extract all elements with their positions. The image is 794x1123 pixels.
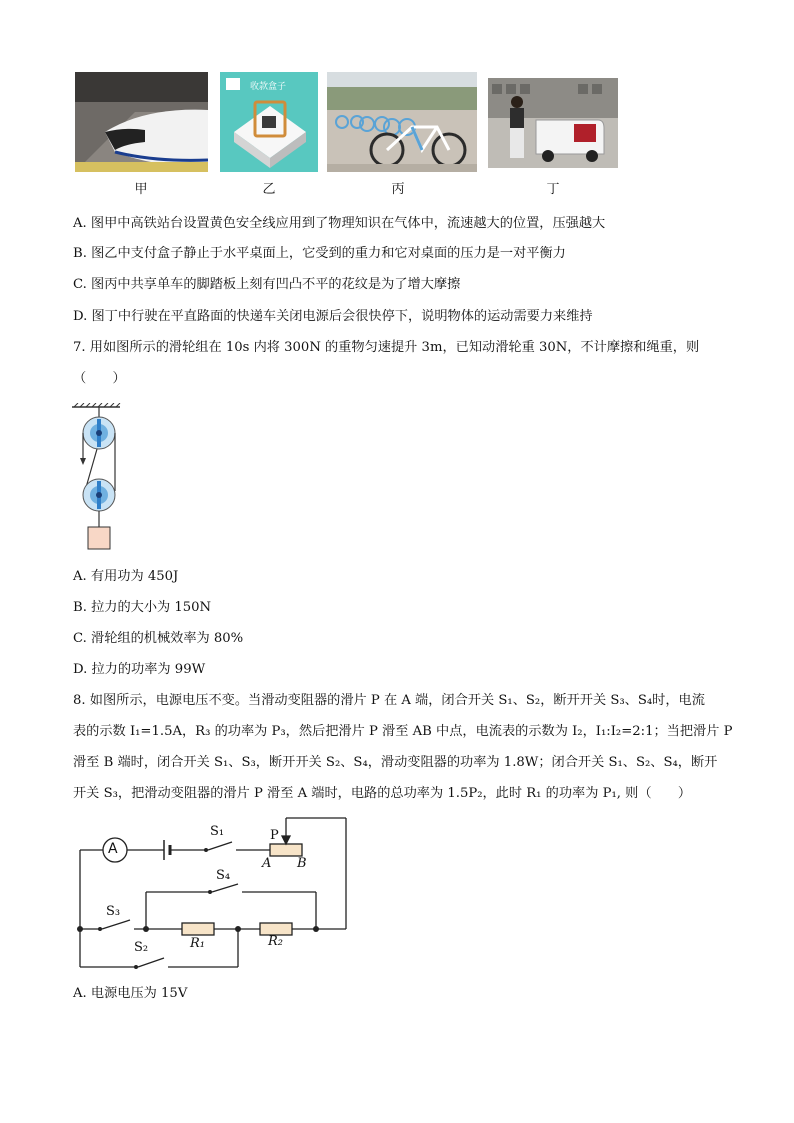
caption-bing: 丙: [391, 182, 405, 197]
q7-option-a: A. 有用功为 450J: [73, 569, 179, 584]
terminal-b-label: B: [297, 856, 307, 871]
q8-line-4: 开关 S₃，把滑动变阻器的滑片 P 滑至 A 端时，电路的总功率为 1.5P₂，此时 R₁ 的功率为 P₁, 则（ ）: [73, 786, 692, 801]
delivery-vehicle-photo: [488, 78, 618, 168]
circuit-diagram: [70, 812, 360, 977]
slider-p-label: P: [270, 828, 279, 843]
switch-s4-label: S₄: [216, 868, 231, 883]
train-photo: [75, 72, 208, 172]
q7-stem: 7. 用如图所示的滑轮组在 10s 内将 300N 的重物匀速提升 3m，已知动滑轮重 30N，不计摩擦和绳重，则: [73, 340, 700, 355]
q6-option-a: A. 图甲中高铁站台设置黄色安全线应用到了物理知识在气体中，流速越大的位置，压强越大: [73, 216, 606, 231]
box-label: 收款盒子: [250, 82, 287, 92]
q7-option-d: D. 拉力的功率为 99W: [73, 662, 206, 677]
caption-ding: 丁: [546, 182, 560, 197]
payment-box-photo: [220, 72, 318, 172]
resistor-r2-label: R₂: [268, 934, 283, 949]
q6-option-b: B. 图乙中支付盒子静止于水平桌面上，它受到的重力和它对桌面的压力是一对平衡力: [73, 246, 566, 261]
q7-option-c: C. 滑轮组的机械效率为 80%: [73, 631, 244, 646]
pulley-diagram: [70, 403, 130, 553]
ammeter-label: A: [108, 841, 118, 857]
q6-option-d: D. 图丁中行驶在平直路面的快递车关闭电源后会很快停下，说明物体的运动需要力来维持: [73, 309, 593, 324]
caption-yi: 乙: [262, 182, 276, 197]
shared-bikes-photo: [327, 72, 477, 172]
switch-s1-label: S₁: [210, 824, 225, 839]
q8-option-a: A. 电源电压为 15V: [73, 986, 188, 1001]
q8-line-3: 滑至 B 端时，闭合开关 S₁、S₃，断开开关 S₂、S₄，滑动变阻器的功率为 1.8W；闭合开关 S₁、S₂、S₄，断开: [73, 755, 718, 770]
caption-jia: 甲: [134, 182, 148, 197]
q7-option-b: B. 拉力的大小为 150N: [73, 600, 212, 615]
switch-s2-label: S₂: [134, 940, 149, 955]
switch-s3-label: S₃: [106, 904, 121, 919]
resistor-r1-label: R₁: [190, 936, 205, 951]
q8-line-2: 表的示数 I₁=1.5A，R₃ 的功率为 P₃，然后把滑片 P 滑至 AB 中点，电流表的示数为 I₂，I₁:I₂=2:1；当把滑片 P: [73, 724, 733, 739]
q7-paren: （ ）: [73, 371, 126, 386]
q6-option-c: C. 图丙中共享单车的脚踏板上刻有凹凸不平的花纹是为了增大摩擦: [73, 277, 461, 292]
terminal-a-label: A: [262, 856, 272, 871]
q8-line-1: 8. 如图所示，电源电压不变。当滑动变阻器的滑片 P 在 A 端，闭合开关 S₁、S₂，断开开关 S₃、S₄时，电流: [73, 693, 705, 708]
